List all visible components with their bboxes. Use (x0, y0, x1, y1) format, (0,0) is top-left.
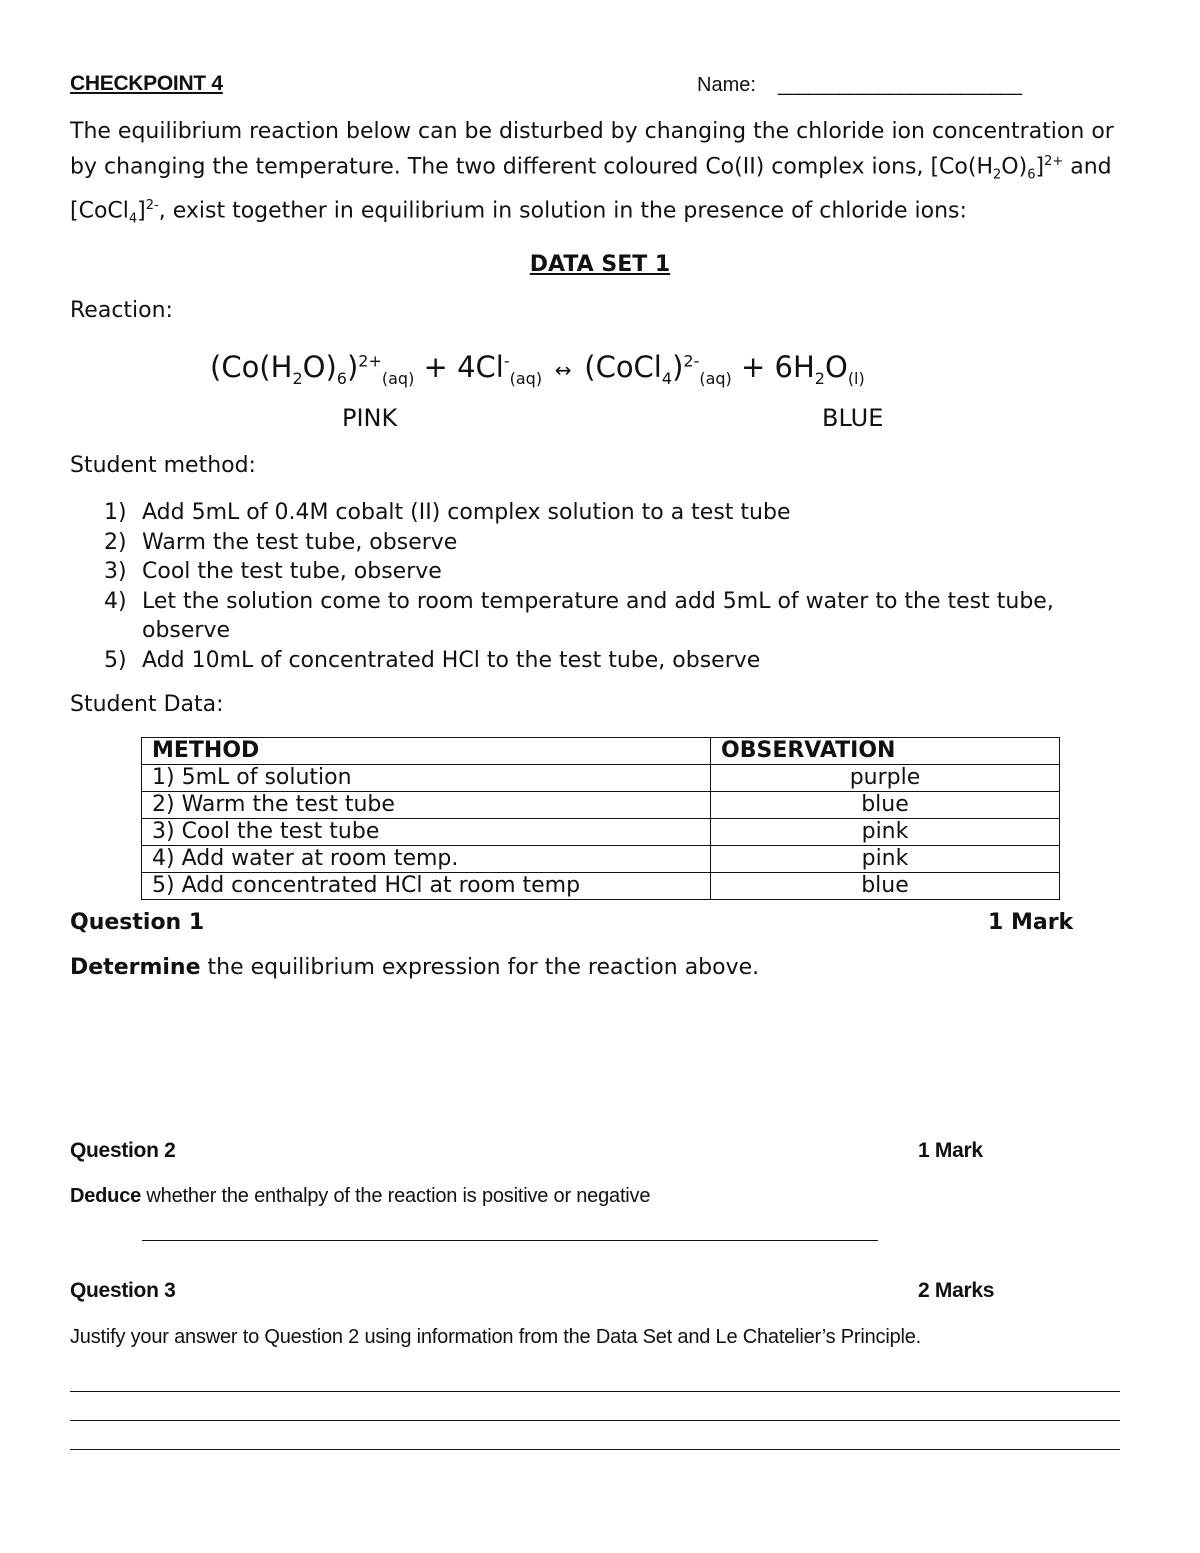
reaction-equation: $(Co(H_2O)_6)^{2+}_{(aq)} + 4Cl^-_{(aq)}$ ↔ (CoCl$_4$)$^{2-}_{(aq)}$ + $6H_2O_{(l)}$ (210, 350, 865, 388)
question-2-marks: 1 Mark (918, 1139, 983, 1162)
question-1-title: Question 1 (70, 910, 205, 935)
observation-cell: blue (711, 792, 1060, 819)
column-header: METHOD (142, 738, 711, 765)
observation-cell: pink (711, 846, 1060, 873)
table-row (142, 792, 1060, 819)
product-colour-label: BLUE (822, 404, 884, 432)
method-step: 5) Add 10mL of concentrated HCl to the test tube, observe (104, 647, 761, 673)
observation-cell: purple (711, 765, 1060, 792)
answer-line[interactable] (70, 1420, 1120, 1421)
method-step: 4) Let the solution come to room temperature and add 5mL of water to the test tube, observe (104, 588, 1054, 644)
question-1-prompt: Determine the equilibrium expression for the reaction above. (70, 955, 760, 980)
student-data-table (141, 737, 1060, 900)
table-header-row (142, 738, 1060, 765)
method-steps-list (104, 498, 1144, 676)
method-heading: Student method: (70, 453, 256, 478)
method-step: 3) Cool the test tube, observe (104, 559, 442, 585)
method-step: 2) Warm the test tube, observe (104, 529, 458, 555)
method-step: 1) Add 5mL of 0.4M cobalt (II) complex solution to a test tube (104, 500, 791, 525)
question-2-title: Question 2 (70, 1139, 176, 1162)
answer-line[interactable] (70, 1391, 1120, 1392)
method-cell: 1) 5mL of solution (142, 765, 711, 792)
intro-paragraph: The equilibrium reaction below can be disturbed by changing the chloride ion concentration or by changing the temperature. The two different coloured Co(II) complex ions, $[Co(H_2O)_6]^{2+}$ and [CoCl$_4$]$^{2-}$, exist together in equilibrium in solution in the presence of chloride ions: (70, 119, 1114, 227)
observation-cell: pink (711, 819, 1060, 846)
observation-cell: blue (711, 873, 1060, 900)
question-2-prompt: Deduce whether the enthalpy of the reaction is positive or negative (70, 1185, 651, 1207)
question-3-marks: 2 Marks (918, 1279, 995, 1302)
name-field[interactable]: ________________________ (778, 74, 1021, 96)
table-row (142, 846, 1060, 873)
method-cell: 2) Warm the test tube (142, 792, 711, 819)
method-cell: 3) Cool the test tube (142, 819, 711, 846)
equilibrium-arrow: ↔ (542, 358, 585, 382)
reaction-label: Reaction: (70, 298, 173, 323)
page-title: CHECKPOINT 4 (70, 72, 223, 95)
data-heading: Student Data: (70, 692, 224, 717)
method-cell: 5) Add concentrated HCl at room temp (142, 873, 711, 900)
table-row (142, 765, 1060, 792)
table-row (142, 873, 1060, 900)
reactant-colour-label: PINK (342, 404, 398, 432)
question-3-title: Question 3 (70, 1279, 176, 1302)
method-cell: 4) Add water at room temp. (142, 846, 711, 873)
table-row (142, 819, 1060, 846)
answer-line[interactable] (70, 1449, 1120, 1450)
dataset-title: DATA SET 1 (529, 252, 671, 277)
question-1-marks: 1 Mark (988, 910, 1074, 935)
name-label: Name: (697, 74, 756, 96)
answer-line[interactable] (142, 1240, 878, 1241)
question-3-prompt: Justify your answer to Question 2 using information from the Data Set and Le Chatelier’s Principle. (70, 1326, 922, 1348)
column-header: OBSERVATION (711, 738, 1060, 765)
